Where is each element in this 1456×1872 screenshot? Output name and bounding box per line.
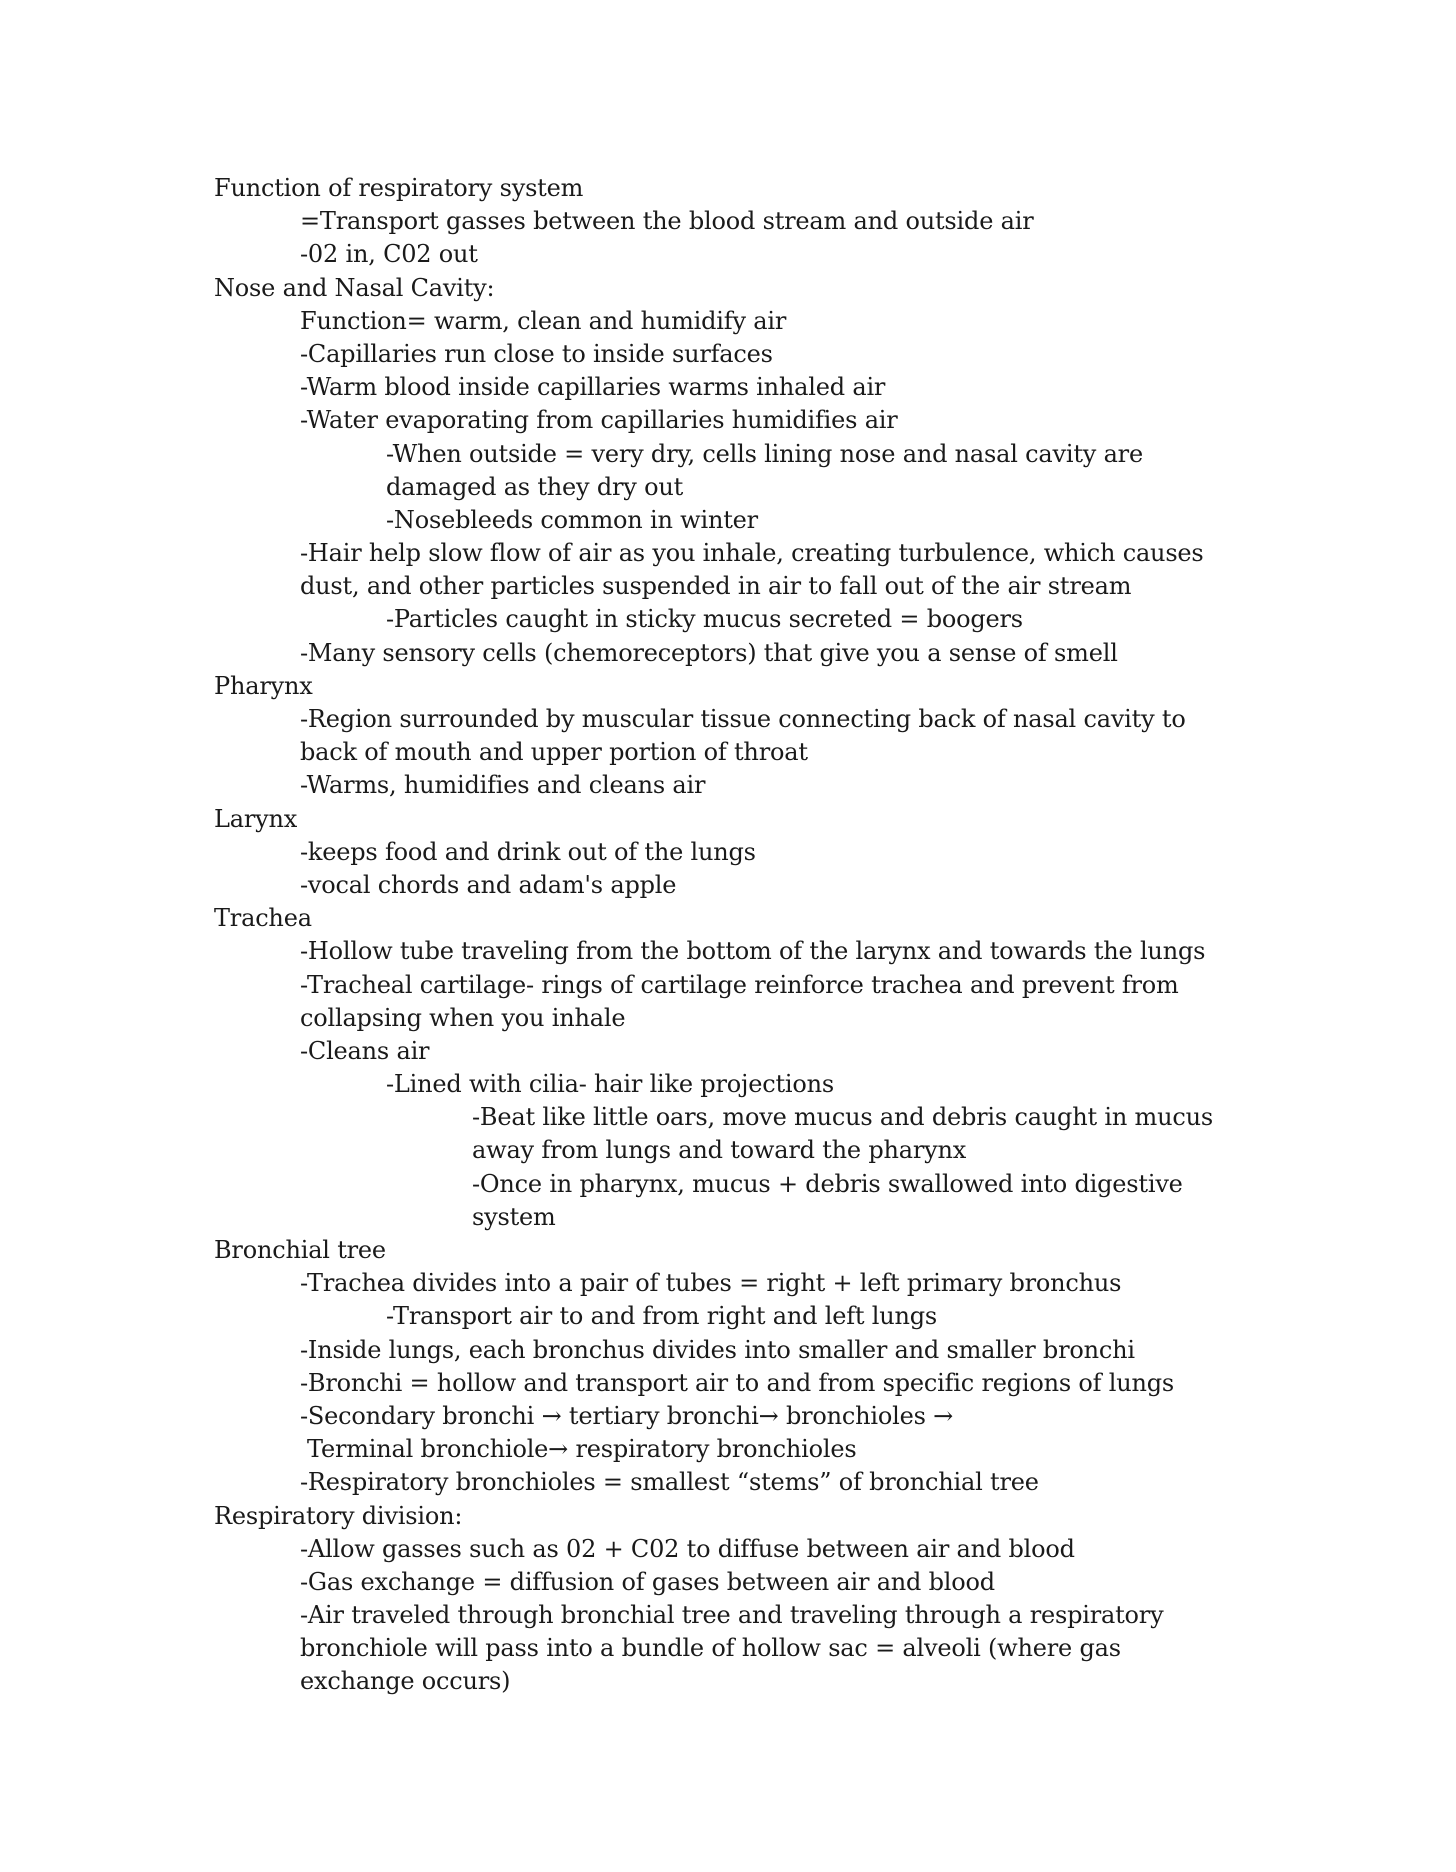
heading-trachea: Trachea [214, 904, 312, 933]
note-line: -Region surrounded by muscular tissue connecting back of nasal cavity to [300, 705, 1186, 733]
note-line: -Air traveled through bronchial tree and traveling through a respiratory [300, 1601, 1164, 1630]
note-line: -Bronchi = hollow and transport air to and from specific regions of lungs [300, 1368, 1175, 1397]
heading-bronchial-tree: Bronchial tree [214, 1236, 386, 1264]
note-line: -Warm blood inside capillaries warms inhaled air [300, 373, 886, 402]
note-line: -Tracheal cartilage- rings of cartilage reinforce trachea and prevent from [300, 970, 1179, 999]
note-line: -Gas exchange = diffusion of gases between air and blood [300, 1567, 995, 1596]
note-line: -Cleans air [300, 1036, 430, 1065]
heading-larynx: Larynx [214, 804, 298, 833]
note-line: -Trachea divides into a pair of tubes = right + left primary bronchus [300, 1269, 1122, 1298]
note-line: damaged as they dry out [386, 472, 684, 501]
note-line: -Beat like little oars, move mucus and debris caught in mucus [472, 1103, 1213, 1132]
note-line: -Capillaries run close to inside surfaces [300, 339, 773, 368]
note-line: back of mouth and upper portion of throat [300, 738, 808, 767]
note-line: -Inside lungs, each bronchus divides into smaller and smaller bronchi [300, 1335, 1135, 1364]
note-line: -Transport air to and from right and left lungs [386, 1302, 938, 1331]
note-line: -Secondary bronchi → tertiary bronchi→ bronchioles → [300, 1401, 954, 1430]
heading-respiratory-division: Respiratory division: [214, 1501, 463, 1530]
note-line: -Nosebleeds common in winter [386, 505, 758, 534]
note-line: -Hair help slow flow of air as you inhale, creating turbulence, which causes [300, 539, 1204, 568]
heading-nose: Nose and Nasal Cavity: [214, 273, 495, 302]
note-line: -Hollow tube traveling from the bottom of the larynx and towards the lungs [300, 937, 1206, 966]
note-line: -Many sensory cells (chemoreceptors) that give you a sense of smell [300, 638, 1118, 667]
note-line: bronchiole will pass into a bundle of hollow sac = alveoli (where gas [300, 1634, 1121, 1663]
notes-body [214, 172, 1234, 1699]
note-line: -Water evaporating from capillaries humidifies air [300, 406, 898, 435]
note-line: -Once in pharynx, mucus + debris swallowed into digestive [472, 1169, 1183, 1198]
note-line: dust, and other particles suspended in air to fall out of the air stream [300, 572, 1132, 601]
note-line: system [472, 1202, 556, 1231]
note-line: -vocal chords and adam's apple [300, 870, 677, 899]
note-line: -Warms, humidifies and cleans air [300, 771, 706, 800]
note-line: -keeps food and drink out of the lungs [300, 837, 756, 866]
note-line: =Transport gasses between the blood stream and outside air [300, 207, 1034, 236]
note-line: exchange occurs) [300, 1667, 511, 1696]
note-line: Function= warm, clean and humidify air [300, 306, 787, 335]
note-line: -Lined with cilia- hair like projections [386, 1070, 835, 1099]
note-line: -Respiratory bronchioles = smallest “stems” of bronchial tree [300, 1468, 1039, 1497]
note-line: away from lungs and toward the pharynx [472, 1136, 967, 1165]
note-line: -Particles caught in sticky mucus secreted = boogers [386, 605, 1023, 634]
note-line: -Allow gasses such as 02 + C02 to diffuse between air and blood [300, 1534, 1075, 1563]
heading-function: Function of respiratory system [214, 174, 584, 202]
note-line: Terminal bronchiole→ respiratory bronchioles [307, 1435, 857, 1464]
note-line: collapsing when you inhale [300, 1003, 626, 1032]
heading-pharynx: Pharynx [214, 671, 313, 700]
note-line: -02 in, C02 out [300, 240, 478, 269]
note-line: -When outside = very dry, cells lining nose and nasal cavity are [386, 439, 1143, 468]
